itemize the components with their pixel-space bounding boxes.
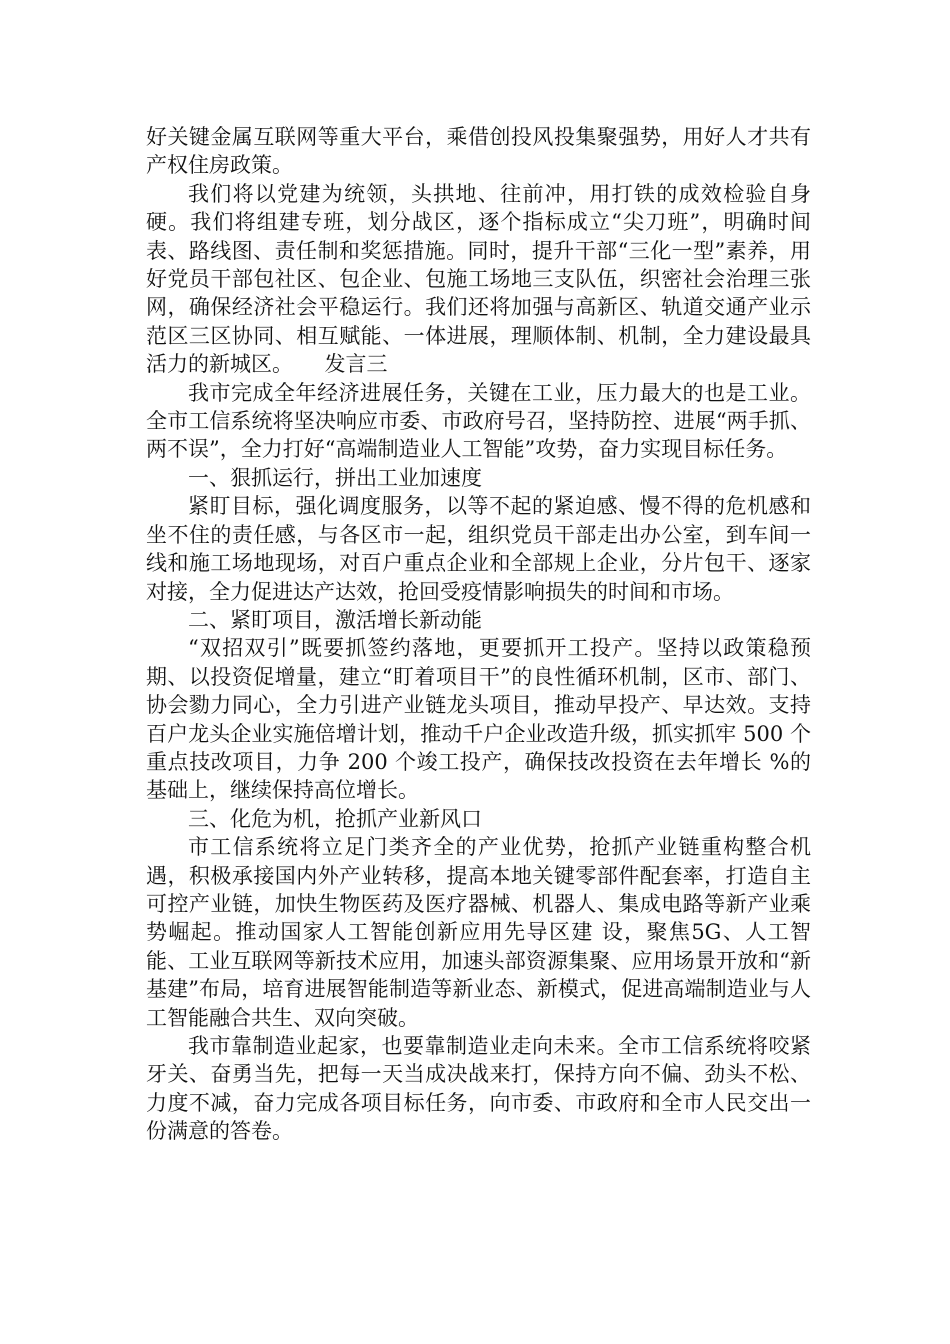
- paragraph-party-building: 我们将以党建为统领，头拱地、往前冲，用打铁的成效检验自身硬。我们将组建专班，划分战区，逐个指标成立“尖刀班”，明确时间表、路线图、责任制和奖惩措施。同时，提升干部“三化一型”素养，用好党员干部包社区、包企业、包施工场地三支队伍，织密社会治理三张网，确保经济社会平稳运行。我们还将加强与高新区、轨道交通产业示范区三区协同、相互赋能、一体进展，理顺体制、机制，全力建设最具活力的新城区。 发言三: [146, 181, 811, 377]
- paragraph-industry-intro: 我市完成全年经济进展任务，关键在工业，压力最大的也是工业。全市工信系统将坚决响应市委、市政府号召，坚持防控、进展“两手抓、两不误”，全力打好“高端制造业人工智能”攻势，奋力实现目标任务。: [146, 380, 811, 462]
- paragraph-conclusion: 我市靠制造业起家，也要靠制造业走向未来。全市工信系统将咬紧牙关、奋勇当先，把每一天当成决战来打，保持方向不偏、劲头不松、力度不减，奋力完成各项目标任务，向市委、市政府和全市人民交出一份满意的答卷。: [146, 1034, 811, 1144]
- paragraph-projects: “双招双引”既要抓签约落地，更要抓开工投产。坚持以政策稳预期、以投资促增量，建立“盯着项目干”的良性循环机制，区市、部门、协会勠力同心，全力引进产业链龙头项目，推动早投产、早达效。支持百户龙头企业实施倍增计划，推动千户企业改造升级，抓实抓牢 500 个重点技改项目，力争 200 个竣工投产，确保技改投资在去年增长 %的基础上，继续保持高位增长。: [146, 636, 811, 803]
- paragraph-new-industries: 市工信系统将立足门类齐全的产业优势，抢抓产业链重构整合机遇，积极承接国内外产业转移，提高本地关键零部件配套率，打造自主可控产业链，加快生物医药及医疗器械、机器人、集成电路等新产业乘势崛起。推动国家人工智能创新应用先导区建 设，聚焦5G、人工智能、工业互联网等新技术应用，加速头部资源集聚、应用场景开放和“新基建”布局，培育进展智能制造等新业态、新模式，促进高端制造业与人工智能融合共生、双向突破。: [146, 835, 811, 1030]
- section-heading-3: 三、化危为机，抢抓产业新风口: [188, 806, 482, 831]
- paragraph-operations: 紧盯目标，强化调度服务，以等不起的紧迫感、慢不得的危机感和坐不住的责任感，与各区市一起，组织党员干部走出办公室，到车间一线和施工场地现场，对百户重点企业和全部规上企业，分片包干、逐家对接，全力促进达产达效，抢回受疫情影响损失的时间和市场。: [146, 494, 811, 604]
- section-heading-1: 一、狠抓运行，拼出工业加速度: [188, 465, 482, 490]
- document-page: [146, 123, 811, 1146]
- section-heading-2: 二、紧盯项目，激活增长新动能: [188, 607, 482, 632]
- paragraph-continuation: 好关键金属互联网等重大平台，乘借创投风投集聚强势，用好人才共有产权住房政策。: [146, 125, 811, 178]
